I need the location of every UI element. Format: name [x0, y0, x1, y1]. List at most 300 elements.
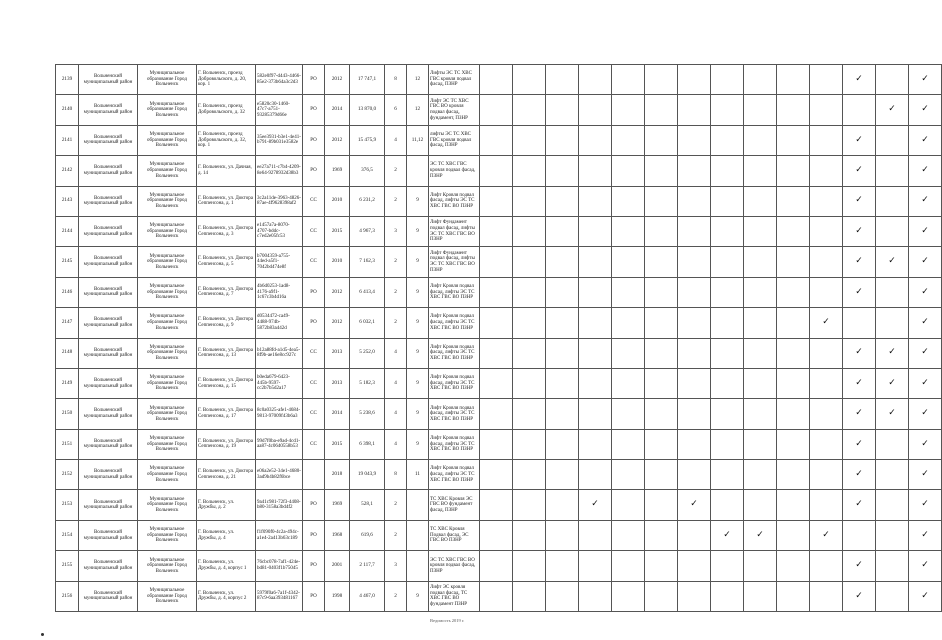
empty-cell — [777, 247, 810, 277]
year-cell: 1968 — [325, 520, 350, 550]
table-row — [56, 399, 942, 429]
empty-cell — [645, 65, 678, 95]
empty-cell — [777, 429, 810, 459]
empty-cell — [810, 338, 843, 368]
empty-cell — [711, 429, 744, 459]
wall-material-cell: СС — [303, 216, 325, 246]
empty-cell — [579, 247, 612, 277]
empty-cell — [711, 156, 744, 186]
empty-cell — [612, 368, 645, 398]
check-mark-cell: ✓ — [876, 368, 909, 398]
check-mark-cell: ✓ — [711, 520, 744, 550]
address-cell: Г. Вольненск, ул. Доктора Сеппенсона, д. 3 — [197, 216, 256, 246]
empty-cell — [810, 216, 843, 246]
empty-cell — [810, 156, 843, 186]
empty-cell — [876, 429, 909, 459]
floors-cell: 2 — [385, 277, 407, 307]
empty-cell — [546, 95, 579, 125]
empty-cell — [480, 368, 513, 398]
empty-cell — [777, 399, 810, 429]
empty-cell — [711, 460, 744, 490]
check-mark-cell: ✓ — [909, 125, 942, 155]
works-cell: ЭС ТС ХВС ГВС кровля подвал фасад, ПЗНР — [429, 156, 480, 186]
works-cell: Лифт Кровля подвал фасад, лифты ЭС ТС ХВС ГВС ВО ПЗНР — [429, 460, 480, 490]
empty-cell — [744, 186, 777, 216]
empty-cell — [678, 338, 711, 368]
entrances-cell: 9 — [407, 368, 429, 398]
floors-cell: 4 — [385, 399, 407, 429]
empty-cell — [678, 368, 711, 398]
empty-cell — [711, 308, 744, 338]
check-mark-cell: ✓ — [876, 338, 909, 368]
wall-material-cell: СС — [303, 338, 325, 368]
address-cell: Г. Вольненск, ул. Доктора Сеппенсона, д. 9 — [197, 308, 256, 338]
table-row — [56, 277, 942, 307]
empty-cell — [777, 95, 810, 125]
wall-material-cell: РО — [303, 156, 325, 186]
district-cell: Вольненский муниципальный район — [79, 551, 138, 581]
district-cell: Вольненский муниципальный район — [79, 460, 138, 490]
entrances-cell: 12 — [407, 65, 429, 95]
empty-cell — [678, 125, 711, 155]
empty-cell — [876, 308, 909, 338]
empty-cell — [612, 277, 645, 307]
works-cell: Лифт ЭС кровля подвал фасад, ТС ХВС ГВС ВО фундамент ПЗНР — [429, 581, 480, 611]
empty-cell — [546, 551, 579, 581]
empty-cell — [579, 520, 612, 550]
table-row — [56, 338, 942, 368]
floors-cell: 8 — [385, 460, 407, 490]
address-cell: Г. Вольненск, ул. Доктора Сеппенсона, д. 17 — [197, 399, 256, 429]
area-cell: 6 398,1 — [350, 429, 385, 459]
empty-cell — [513, 429, 546, 459]
empty-cell — [744, 399, 777, 429]
check-mark-cell: ✓ — [810, 520, 843, 550]
address-cell: Г. Вольненск, ул. Доктора Сеппенсона, д. 7 — [197, 277, 256, 307]
row-number: 2145 — [56, 247, 79, 277]
empty-cell — [645, 247, 678, 277]
floors-cell: 4 — [385, 368, 407, 398]
table-row — [56, 65, 942, 95]
district-cell: Вольненский муниципальный район — [79, 490, 138, 520]
empty-cell — [810, 460, 843, 490]
floors-cell: 6 — [385, 95, 407, 125]
table-row — [56, 216, 942, 246]
row-number: 2151 — [56, 429, 79, 459]
entrances-cell — [407, 156, 429, 186]
row-number: 2150 — [56, 399, 79, 429]
empty-cell — [546, 399, 579, 429]
check-mark-cell: ✓ — [744, 520, 777, 550]
check-mark-cell: ✓ — [843, 581, 876, 611]
check-mark-cell: ✓ — [909, 65, 942, 95]
empty-cell — [612, 520, 645, 550]
empty-cell — [711, 216, 744, 246]
empty-cell — [513, 65, 546, 95]
row-number: 2152 — [56, 460, 79, 490]
check-mark-cell: ✓ — [909, 551, 942, 581]
empty-cell — [744, 429, 777, 459]
empty-cell — [645, 156, 678, 186]
empty-cell — [513, 95, 546, 125]
wall-material-cell — [303, 460, 325, 490]
check-mark-cell: ✓ — [876, 247, 909, 277]
wall-material-cell: РО — [303, 308, 325, 338]
empty-cell — [744, 308, 777, 338]
empty-cell — [678, 551, 711, 581]
check-mark-cell: ✓ — [909, 429, 942, 459]
entrances-cell: 11 — [407, 460, 429, 490]
owner-cell: Муниципальное образование Город Вольненск — [138, 95, 197, 125]
check-mark-cell: ✓ — [843, 65, 876, 95]
wall-material-cell: РО — [303, 520, 325, 550]
year-cell: 2010 — [325, 186, 350, 216]
owner-cell: Муниципальное образование Город Вольненск — [138, 186, 197, 216]
empty-cell — [711, 247, 744, 277]
empty-cell — [678, 65, 711, 95]
guid-cell: b7004359-a755-44ed-a5f1-7042bd474e8f — [256, 247, 303, 277]
empty-cell — [480, 247, 513, 277]
entrances-cell: 9 — [407, 399, 429, 429]
floors-cell: 2 — [385, 308, 407, 338]
address-cell: Г. Вольненск, ул. Доктора Сеппенсона, д. 13 — [197, 338, 256, 368]
district-cell: Вольненский муниципальный район — [79, 125, 138, 155]
row-number: 2143 — [56, 186, 79, 216]
empty-cell — [612, 95, 645, 125]
check-mark-cell: ✓ — [909, 308, 942, 338]
empty-cell — [645, 368, 678, 398]
empty-cell — [480, 125, 513, 155]
row-number: 2139 — [56, 65, 79, 95]
empty-cell — [777, 125, 810, 155]
empty-cell — [711, 125, 744, 155]
empty-cell — [810, 65, 843, 95]
empty-cell — [876, 460, 909, 490]
empty-cell — [546, 156, 579, 186]
table-row — [56, 247, 942, 277]
area-cell: 5 182,3 — [350, 368, 385, 398]
works-cell: ТС ХВС Кровля Подвал фасад, ЭС ГВС ВО ПЗНР — [429, 520, 480, 550]
area-cell: 7 162,3 — [350, 247, 385, 277]
check-mark-cell: ✓ — [909, 368, 942, 398]
empty-cell — [777, 308, 810, 338]
empty-cell — [843, 520, 876, 550]
check-mark-cell: ✓ — [810, 308, 843, 338]
owner-cell: Муниципальное образование Город Вольненск — [138, 277, 197, 307]
empty-cell — [777, 277, 810, 307]
address-cell: Г. Вольненск, проезд Добровольского, д. 32 — [197, 95, 256, 125]
wall-material-cell: РО — [303, 65, 325, 95]
empty-cell — [711, 186, 744, 216]
year-cell: 2012 — [325, 125, 350, 155]
empty-cell — [810, 277, 843, 307]
guid-cell: e1457a7a-8070-4707-bddc-c7ed2e05fc53 — [256, 216, 303, 246]
empty-cell — [546, 247, 579, 277]
empty-cell — [876, 520, 909, 550]
empty-cell — [876, 156, 909, 186]
owner-cell: Муниципальное образование Город Вольненск — [138, 429, 197, 459]
empty-cell — [711, 551, 744, 581]
empty-cell — [777, 156, 810, 186]
empty-cell — [876, 65, 909, 95]
empty-cell — [513, 520, 546, 550]
works-cell: Лифт Фундамент подвал фасад, лифты ЭС ТС ХВС ГВС ВО ПЗНР — [429, 247, 480, 277]
empty-cell — [513, 308, 546, 338]
empty-cell — [480, 429, 513, 459]
area-cell: 376,5 — [350, 156, 385, 186]
owner-cell: Муниципальное образование Город Вольненск — [138, 460, 197, 490]
owner-cell: Муниципальное образование Город Вольненск — [138, 247, 197, 277]
empty-cell — [513, 125, 546, 155]
empty-cell — [480, 65, 513, 95]
table-row — [56, 551, 942, 581]
owner-cell: Муниципальное образование Город Вольненск — [138, 368, 197, 398]
check-mark-cell: ✓ — [909, 581, 942, 611]
empty-cell — [711, 65, 744, 95]
address-cell: Г. Вольненск, ул. Доктора Сеппенсона, д. 19 — [197, 429, 256, 459]
empty-cell — [645, 125, 678, 155]
area-cell: 6 032,1 — [350, 308, 385, 338]
housing-register-table — [55, 64, 942, 612]
check-mark-cell: ✓ — [909, 277, 942, 307]
check-mark-cell: ✓ — [909, 490, 942, 520]
empty-cell — [744, 368, 777, 398]
area-cell: 13 870,0 — [350, 95, 385, 125]
empty-cell — [876, 490, 909, 520]
works-cell: Лифт Кровля подвал фасад, лифты ЭС ТС ХВС ГВС ВО ПЗНР — [429, 399, 480, 429]
empty-cell — [876, 125, 909, 155]
empty-cell — [777, 216, 810, 246]
check-mark-cell: ✓ — [678, 490, 711, 520]
guid-cell: ee27a711-c7b4-4209-8e64-9278932d38b3 — [256, 156, 303, 186]
empty-cell — [612, 551, 645, 581]
area-cell: 15 475,9 — [350, 125, 385, 155]
works-cell: Лифт Фундамент подвал фасад, лифты ЭС ТС ХВС ГВС ВО ПЗНР — [429, 216, 480, 246]
table-row — [56, 429, 942, 459]
empty-cell — [744, 551, 777, 581]
district-cell: Вольненский муниципальный район — [79, 95, 138, 125]
empty-cell — [513, 399, 546, 429]
year-cell: 2015 — [325, 216, 350, 246]
table-row — [56, 581, 942, 611]
empty-cell — [744, 247, 777, 277]
empty-cell — [513, 490, 546, 520]
empty-cell — [513, 551, 546, 581]
empty-cell — [678, 156, 711, 186]
check-mark-cell: ✓ — [843, 186, 876, 216]
check-mark-cell: ✓ — [876, 95, 909, 125]
empty-cell — [480, 95, 513, 125]
empty-cell — [579, 277, 612, 307]
empty-cell — [579, 460, 612, 490]
empty-cell — [678, 308, 711, 338]
empty-cell — [777, 368, 810, 398]
empty-cell — [810, 186, 843, 216]
check-mark-cell: ✓ — [909, 156, 942, 186]
empty-cell — [645, 308, 678, 338]
empty-cell — [546, 65, 579, 95]
row-number: 2153 — [56, 490, 79, 520]
check-mark-cell: ✓ — [909, 247, 942, 277]
works-cell: Лифт Кровля подвал фасад, лифты ЭС ТС ХВС ГВС ВО ПЗНР — [429, 338, 480, 368]
empty-cell — [480, 186, 513, 216]
address-cell: Г. Вольненск, ул. Дружбы, д. 4, корпус 1 — [197, 551, 256, 581]
empty-cell — [678, 186, 711, 216]
owner-cell: Муниципальное образование Город Вольненск — [138, 125, 197, 155]
table-row — [56, 460, 942, 490]
guid-cell: 8c0a0325-afe1-4684-9813-97009f43b6a3 — [256, 399, 303, 429]
guid-cell: 99d7f0ba-e9ad-4cd1-aa87-4c0640558b53 — [256, 429, 303, 459]
works-cell: ТС ХВС Кровля ЭС ГВС ВО фундамент фасад, ПЗНР — [429, 490, 480, 520]
entrances-cell: 11,12 — [407, 125, 429, 155]
empty-cell — [645, 186, 678, 216]
address-cell: Г. Вольненск, ул. Доктора Сеппенсона, д. 21 — [197, 460, 256, 490]
guid-cell: 582e0f97-d443-4466-85e2-373b64a3c2d3 — [256, 65, 303, 95]
check-mark-cell: ✓ — [843, 429, 876, 459]
empty-cell — [876, 551, 909, 581]
check-mark-cell: ✓ — [843, 368, 876, 398]
floors-cell: 8 — [385, 65, 407, 95]
table-row — [56, 156, 942, 186]
works-cell: Лифт Кровля подвал фасад, лифты ЭС ТС ХВС ГВС ВО ПЗНР — [429, 308, 480, 338]
year-cell: 2014 — [325, 95, 350, 125]
empty-cell — [645, 277, 678, 307]
empty-cell — [612, 460, 645, 490]
wall-material-cell: СС — [303, 429, 325, 459]
empty-cell — [810, 368, 843, 398]
area-cell: 5 252,0 — [350, 338, 385, 368]
works-cell: лифты ЭС ТС ХВС ГВС кровля подвал фасад, ПЗНР — [429, 125, 480, 155]
check-mark-cell: ✓ — [876, 399, 909, 429]
empty-cell — [579, 125, 612, 155]
empty-cell — [744, 156, 777, 186]
empty-cell — [810, 125, 843, 155]
empty-cell — [480, 338, 513, 368]
empty-cell — [480, 520, 513, 550]
table-body — [56, 65, 942, 612]
area-cell: 19 043,9 — [350, 460, 385, 490]
empty-cell — [513, 338, 546, 368]
year-cell: 1969 — [325, 156, 350, 186]
empty-cell — [579, 95, 612, 125]
empty-cell — [711, 399, 744, 429]
row-number: 2142 — [56, 156, 79, 186]
year-cell: 2013 — [325, 338, 350, 368]
register-sheet — [55, 64, 929, 607]
guid-cell: 76cbc078-7af1-424e-bd81-0403f1b75045 — [256, 551, 303, 581]
empty-cell — [480, 216, 513, 246]
empty-cell — [546, 520, 579, 550]
area-cell: 528,1 — [350, 490, 385, 520]
check-mark-cell: ✓ — [579, 490, 612, 520]
row-number: 2147 — [56, 308, 79, 338]
wall-material-cell: СС — [303, 368, 325, 398]
floors-cell: 2 — [385, 581, 407, 611]
empty-cell — [546, 429, 579, 459]
empty-cell — [810, 399, 843, 429]
floors-cell: 2 — [385, 520, 407, 550]
empty-cell — [612, 186, 645, 216]
table-row — [56, 520, 942, 550]
area-cell: 5 238,6 — [350, 399, 385, 429]
guid-cell: f1f090f0-4c2a-494c-a1e4-2a413b63c189 — [256, 520, 303, 550]
guid-cell: b0eda679-6423-445b-9597-cc2b7b5d2a17 — [256, 368, 303, 398]
owner-cell: Муниципальное образование Город Вольненск — [138, 216, 197, 246]
address-cell: Г. Вольненск, ул. Дружбы, д. 2 — [197, 490, 256, 520]
table-row — [56, 368, 942, 398]
guid-cell: d0534472-ca49-4488-974b-5872b83a442d — [256, 308, 303, 338]
empty-cell — [711, 368, 744, 398]
empty-cell — [744, 490, 777, 520]
row-number: 2141 — [56, 125, 79, 155]
empty-cell — [777, 551, 810, 581]
empty-cell — [612, 65, 645, 95]
wall-material-cell: СС — [303, 186, 325, 216]
empty-cell — [876, 581, 909, 611]
empty-cell — [645, 581, 678, 611]
address-cell: Г. Вольненск, ул. Дачная, д. 14 — [197, 156, 256, 186]
empty-cell — [480, 277, 513, 307]
empty-cell — [513, 368, 546, 398]
wall-material-cell: РО — [303, 490, 325, 520]
check-mark-cell: ✓ — [909, 186, 942, 216]
empty-cell — [513, 277, 546, 307]
entrances-cell: 9 — [407, 216, 429, 246]
row-number: 2146 — [56, 277, 79, 307]
works-cell: Лифт Кровля подвал фасад, лифты ЭС ТС ХВС ГВС ВО ПЗНР — [429, 277, 480, 307]
address-cell: Г. Вольненск, ул. Дружбы, д. 4 — [197, 520, 256, 550]
works-cell: ЭС ТС ХВС ГВС ВО кровля подвал фасад, ПЗНР — [429, 551, 480, 581]
empty-cell — [612, 308, 645, 338]
empty-cell — [744, 125, 777, 155]
empty-cell — [744, 216, 777, 246]
empty-cell — [480, 460, 513, 490]
guid-cell: 9a41c981-72f3-4408-b80-3158a3bd4f2 — [256, 490, 303, 520]
empty-cell — [513, 247, 546, 277]
guid-cell: 4b6d0253-1ad8-4176-a9f1-1c67c3b4d16a — [256, 277, 303, 307]
district-cell: Вольненский муниципальный район — [79, 368, 138, 398]
empty-cell — [579, 399, 612, 429]
empty-cell — [645, 460, 678, 490]
empty-cell — [744, 338, 777, 368]
empty-cell — [678, 581, 711, 611]
entrances-cell: 9 — [407, 186, 429, 216]
empty-cell — [744, 95, 777, 125]
wall-material-cell: СС — [303, 399, 325, 429]
address-cell: Г. Вольненск, проезд Добровольского, д. 32, кор. 1 — [197, 125, 256, 155]
row-number: 2149 — [56, 368, 79, 398]
year-cell: 2018 — [325, 460, 350, 490]
empty-cell — [579, 186, 612, 216]
page-footer: Ведомость 2019 г. — [430, 618, 465, 623]
empty-cell — [579, 581, 612, 611]
area-cell: 4 467,0 — [350, 581, 385, 611]
district-cell: Вольненский муниципальный район — [79, 156, 138, 186]
guid-cell: e5820c30-1460-47c7-a751-93285379d66e — [256, 95, 303, 125]
empty-cell — [876, 277, 909, 307]
check-mark-cell: ✓ — [843, 338, 876, 368]
empty-cell — [810, 581, 843, 611]
empty-cell — [678, 399, 711, 429]
empty-cell — [645, 216, 678, 246]
entrances-cell: 12 — [407, 95, 429, 125]
empty-cell — [546, 460, 579, 490]
empty-cell — [810, 551, 843, 581]
table-row — [56, 490, 942, 520]
empty-cell — [546, 125, 579, 155]
empty-cell — [711, 490, 744, 520]
area-cell: 6 231,2 — [350, 186, 385, 216]
